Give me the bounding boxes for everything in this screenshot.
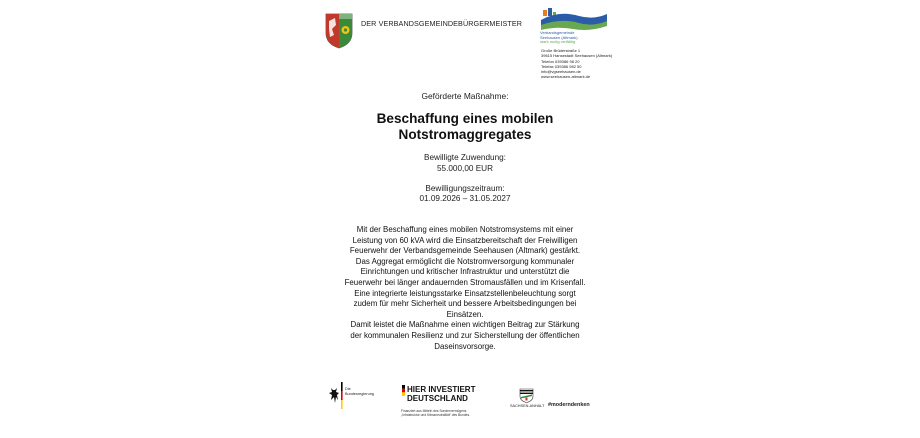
address-website[interactable]: www.seehausen-altmark.de xyxy=(541,74,591,80)
header-title: DER VERBANDSGEMEINDEBÜRGERMEISTER xyxy=(361,19,523,28)
description-line: Damit leistet die Maßnahme einen wichtigen Beitrag zur Stärkung xyxy=(350,320,580,330)
description-line: Daseinsvorsorge. xyxy=(434,341,496,351)
page-title xyxy=(300,111,630,142)
invest-line-2: DEUTSCHLAND xyxy=(407,393,468,403)
bund-line-2: Bundesregierung xyxy=(345,391,374,396)
description-line: zudem für mehr Sicherheit und bessere Arbeitsbedingungen bei xyxy=(353,299,577,309)
verbandsgemeinde-logo-text xyxy=(540,31,578,45)
description-line: Das Aggregat ermöglicht die Notstromversorgung kommunaler xyxy=(355,256,575,266)
description-line: Mit der Beschaffung eines mobilen Notstromsystems mit einer xyxy=(356,225,574,234)
logo-line-3: stark mutig vielfältig xyxy=(540,39,576,45)
address-email[interactable]: info@vgseehausen.de xyxy=(541,69,581,75)
invest-sub-line-2: „Infrastruktur und Klimaneutralität“ des Bundes. xyxy=(401,413,471,417)
address-city: 39615 Hansestadt Seehausen (Altmark) xyxy=(541,53,613,59)
invest-subtext xyxy=(401,409,470,417)
coat-of-arms-icon xyxy=(325,13,353,49)
sachsen-anhalt-crest-icon xyxy=(519,388,534,403)
address-street: Große Brüderstraße 1 xyxy=(541,48,581,53)
invest-sub-line-1: Finanziert aus Mitteln des Sondervermögens xyxy=(401,409,467,413)
invest-line-1: HIER INVESTIERT xyxy=(407,385,476,394)
description-line: Feuerwehr bei länger andauernden Stromausfällen und im Krisenfall. xyxy=(344,277,586,287)
period-value: 01.09.2026 – 31.05.2027 xyxy=(419,194,511,203)
address-fax: Telefax 039386 982 50 xyxy=(541,63,582,69)
period-label: Bewilligungszeitraum: xyxy=(425,184,505,193)
description-line: Leistung von 60 kVA wird die Einsatzbereitschaft der Freiwilligen xyxy=(352,235,578,245)
description-line: Einrichtungen und kritischer Infrastruktur und unterstützt die xyxy=(360,267,570,277)
bundesregierung-text xyxy=(345,387,374,397)
description-line: Einsätzen. xyxy=(446,309,484,319)
bund-line-1: Die xyxy=(345,387,351,391)
grant-value: 55.000,00 EUR xyxy=(437,164,493,173)
hashtag-text: #moderndenken xyxy=(548,402,590,408)
description-line: Feuerwehr der Verbandsgemeinde Seehausen (Altmark) gestärkt. xyxy=(349,246,581,256)
sachsen-anhalt-text: SACHSEN-ANHALT xyxy=(510,404,545,408)
description-text xyxy=(300,225,630,352)
grant-label: Bewilligte Zuwendung: xyxy=(424,153,506,162)
address-phone: Telefon 039386 98 20 xyxy=(541,58,580,64)
description-line: Eine integrierte leistungsstarke Einsatzstellenbeleuchtung sorgt xyxy=(354,288,576,298)
address-block xyxy=(541,48,612,80)
logo-line-2: Seehausen (Altmark) xyxy=(540,34,578,40)
description-line: der kommunalen Resilienz und zur Sicherstellung der öffentlichen xyxy=(350,330,580,340)
document-page xyxy=(300,0,630,438)
measure-label: Geförderte Maßnahme: xyxy=(421,91,509,101)
title-line-2: Notstromaggregates xyxy=(398,126,532,142)
invest-logo xyxy=(403,386,475,403)
logo-line-1: Verbandsgemeinde xyxy=(540,30,575,35)
title-line-1: Beschaffung eines mobilen xyxy=(376,111,554,126)
